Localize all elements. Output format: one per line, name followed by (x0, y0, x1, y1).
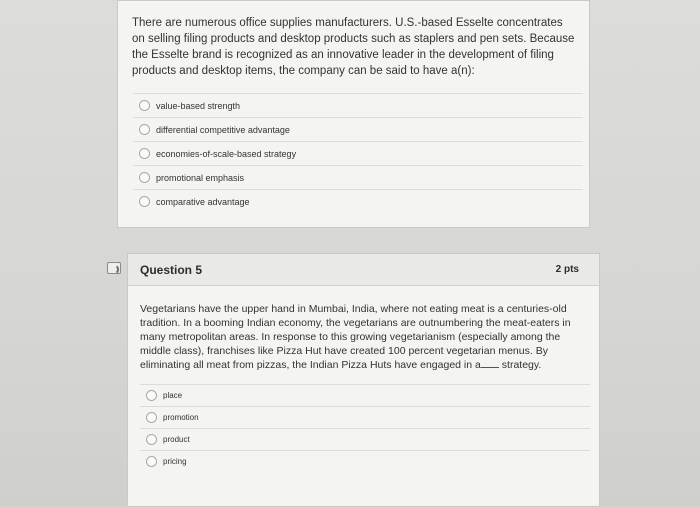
answer-option[interactable] (133, 93, 583, 117)
flag-icon[interactable] (107, 262, 121, 274)
answer-option[interactable] (140, 384, 590, 406)
radio-button[interactable] (146, 390, 157, 401)
answer-label: promotion (163, 413, 199, 422)
answer-label: place (163, 391, 183, 400)
radio-button[interactable] (146, 412, 157, 423)
answer-label: differential competitive advantage (156, 124, 290, 135)
question-5-answers (140, 384, 590, 472)
answer-option[interactable] (133, 165, 583, 189)
radio-button[interactable] (139, 124, 150, 135)
fill-in-blank (481, 358, 499, 368)
question-title: Question 5 (140, 263, 203, 277)
answer-option[interactable] (133, 189, 583, 213)
question-points: 2 pts (555, 264, 579, 275)
answer-label: promotional emphasis (156, 172, 245, 183)
answer-label: value-based strength (156, 100, 241, 111)
radio-button[interactable] (139, 172, 150, 183)
answer-label: product (163, 435, 190, 444)
radio-button[interactable] (139, 100, 150, 111)
question-5-text (140, 302, 580, 372)
question-5-text-before: Vegetarians have the upper hand in Mumbai, India, where not eating meat is a centuries-old tradition. In a booming Indian economy, the vegetarians are outnumbering the meat-eaters in many metropolitan areas. In response to this growing vegetarianism (especially among the middle class), franchises like Pizza Hut have created 100 percent vegetarian menus. By eliminating all meat from pizzas, the Indian Pizza Huts have engaged in a (140, 303, 571, 371)
answer-option[interactable] (140, 406, 590, 428)
question-4-answers (133, 93, 583, 213)
radio-button[interactable] (146, 434, 157, 445)
answer-label: comparative advantage (156, 196, 250, 207)
answer-option[interactable] (140, 450, 590, 472)
answer-label: pricing (163, 457, 187, 466)
radio-button[interactable] (146, 456, 157, 467)
radio-button[interactable] (139, 148, 150, 159)
answer-label: economies-of-scale-based strategy (156, 148, 297, 159)
answer-option[interactable] (133, 117, 583, 141)
answer-option[interactable] (133, 141, 583, 165)
question-5-card (127, 253, 600, 507)
question-header (128, 254, 599, 286)
question-5-text-after: strategy. (501, 359, 542, 371)
radio-button[interactable] (139, 196, 150, 207)
answer-option[interactable] (140, 428, 590, 450)
question-4-card (117, 0, 590, 228)
question-4-text: There are numerous office supplies manufacturers. U.S.-based Esselte concentrates on selling filing products and desktop products such as staplers and pen sets. Because the Esselte brand is recognized as an innovative leader in the development of filing products and desktop items, the company can be said to have a(n): (132, 17, 575, 77)
